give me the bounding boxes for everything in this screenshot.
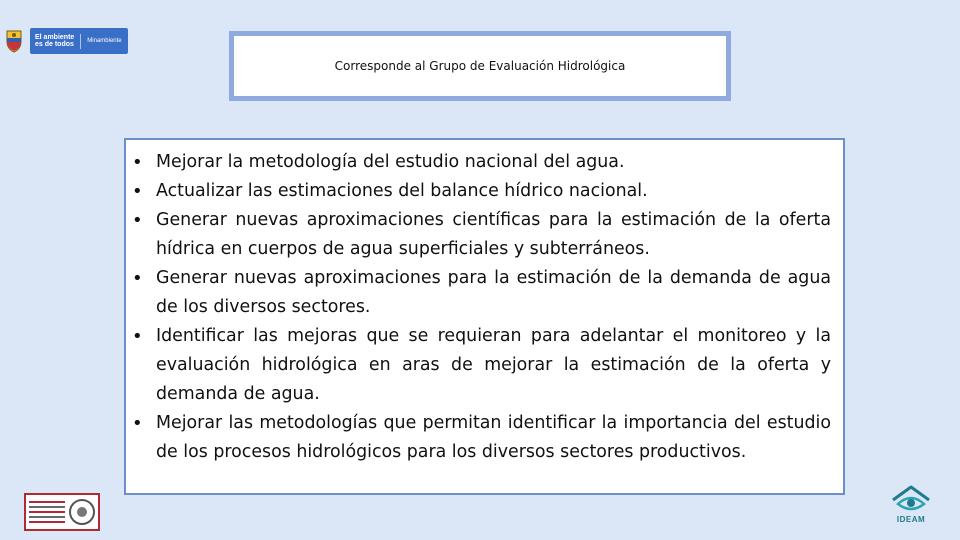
list-item bbox=[130, 177, 831, 206]
list-item bbox=[130, 206, 831, 264]
colombia-shield-icon bbox=[4, 29, 24, 53]
gov-slogan-line1: El ambiente bbox=[35, 33, 75, 41]
bullet-list bbox=[130, 148, 831, 467]
bullet-icon: • bbox=[132, 413, 143, 434]
ideam-logo bbox=[888, 484, 934, 526]
page-title: Corresponde al Grupo de Evaluación Hidrológica bbox=[334, 59, 626, 73]
bullet-icon: • bbox=[132, 268, 143, 289]
certification-logo bbox=[24, 493, 100, 531]
list-item bbox=[130, 148, 831, 177]
list-item-text: Mejorar las metodologías que permitan identificar la importancia del estudio de los procesos hidrológicos para los diversos sectores productivos. bbox=[156, 413, 831, 462]
ministry-name: Minambiente bbox=[87, 38, 122, 44]
bullet-icon: • bbox=[132, 210, 143, 231]
list-item-text: Actualizar las estimaciones del balance hídrico nacional. bbox=[156, 181, 648, 201]
gov-slogan-line2: es de todos bbox=[35, 41, 74, 48]
title-box bbox=[229, 31, 731, 101]
cert-text-lines bbox=[29, 501, 65, 523]
list-item-text: Mejorar la metodología del estudio nacional del agua. bbox=[156, 152, 625, 172]
list-item-text: Generar nuevas aproximaciones para la estimación de la demanda de agua de los diversos sectores. bbox=[156, 268, 831, 317]
government-logo bbox=[4, 28, 128, 54]
gov-slogan bbox=[35, 34, 81, 49]
title-inner bbox=[234, 36, 726, 96]
certification-seal-icon bbox=[69, 499, 95, 525]
ideam-label: IDEAM bbox=[896, 515, 926, 524]
bullet-icon: • bbox=[132, 326, 143, 347]
list-item bbox=[130, 264, 831, 322]
content-box bbox=[124, 138, 845, 495]
list-item-text: Generar nuevas aproximaciones científicas para la estimación de la oferta hídrica en cuerpos de agua superficiales y subterráneos. bbox=[156, 210, 831, 259]
bullet-icon: • bbox=[132, 152, 143, 173]
list-item bbox=[130, 409, 831, 467]
list-item bbox=[130, 322, 831, 409]
list-item-text: Identificar las mejoras que se requieran para adelantar el monitoreo y la evaluación hidrológica en aras de mejorar la estimación de la oferta y demanda de agua. bbox=[156, 326, 831, 404]
ideam-eye-icon bbox=[891, 484, 931, 514]
gov-banner bbox=[30, 28, 128, 54]
bullet-icon: • bbox=[132, 181, 143, 202]
